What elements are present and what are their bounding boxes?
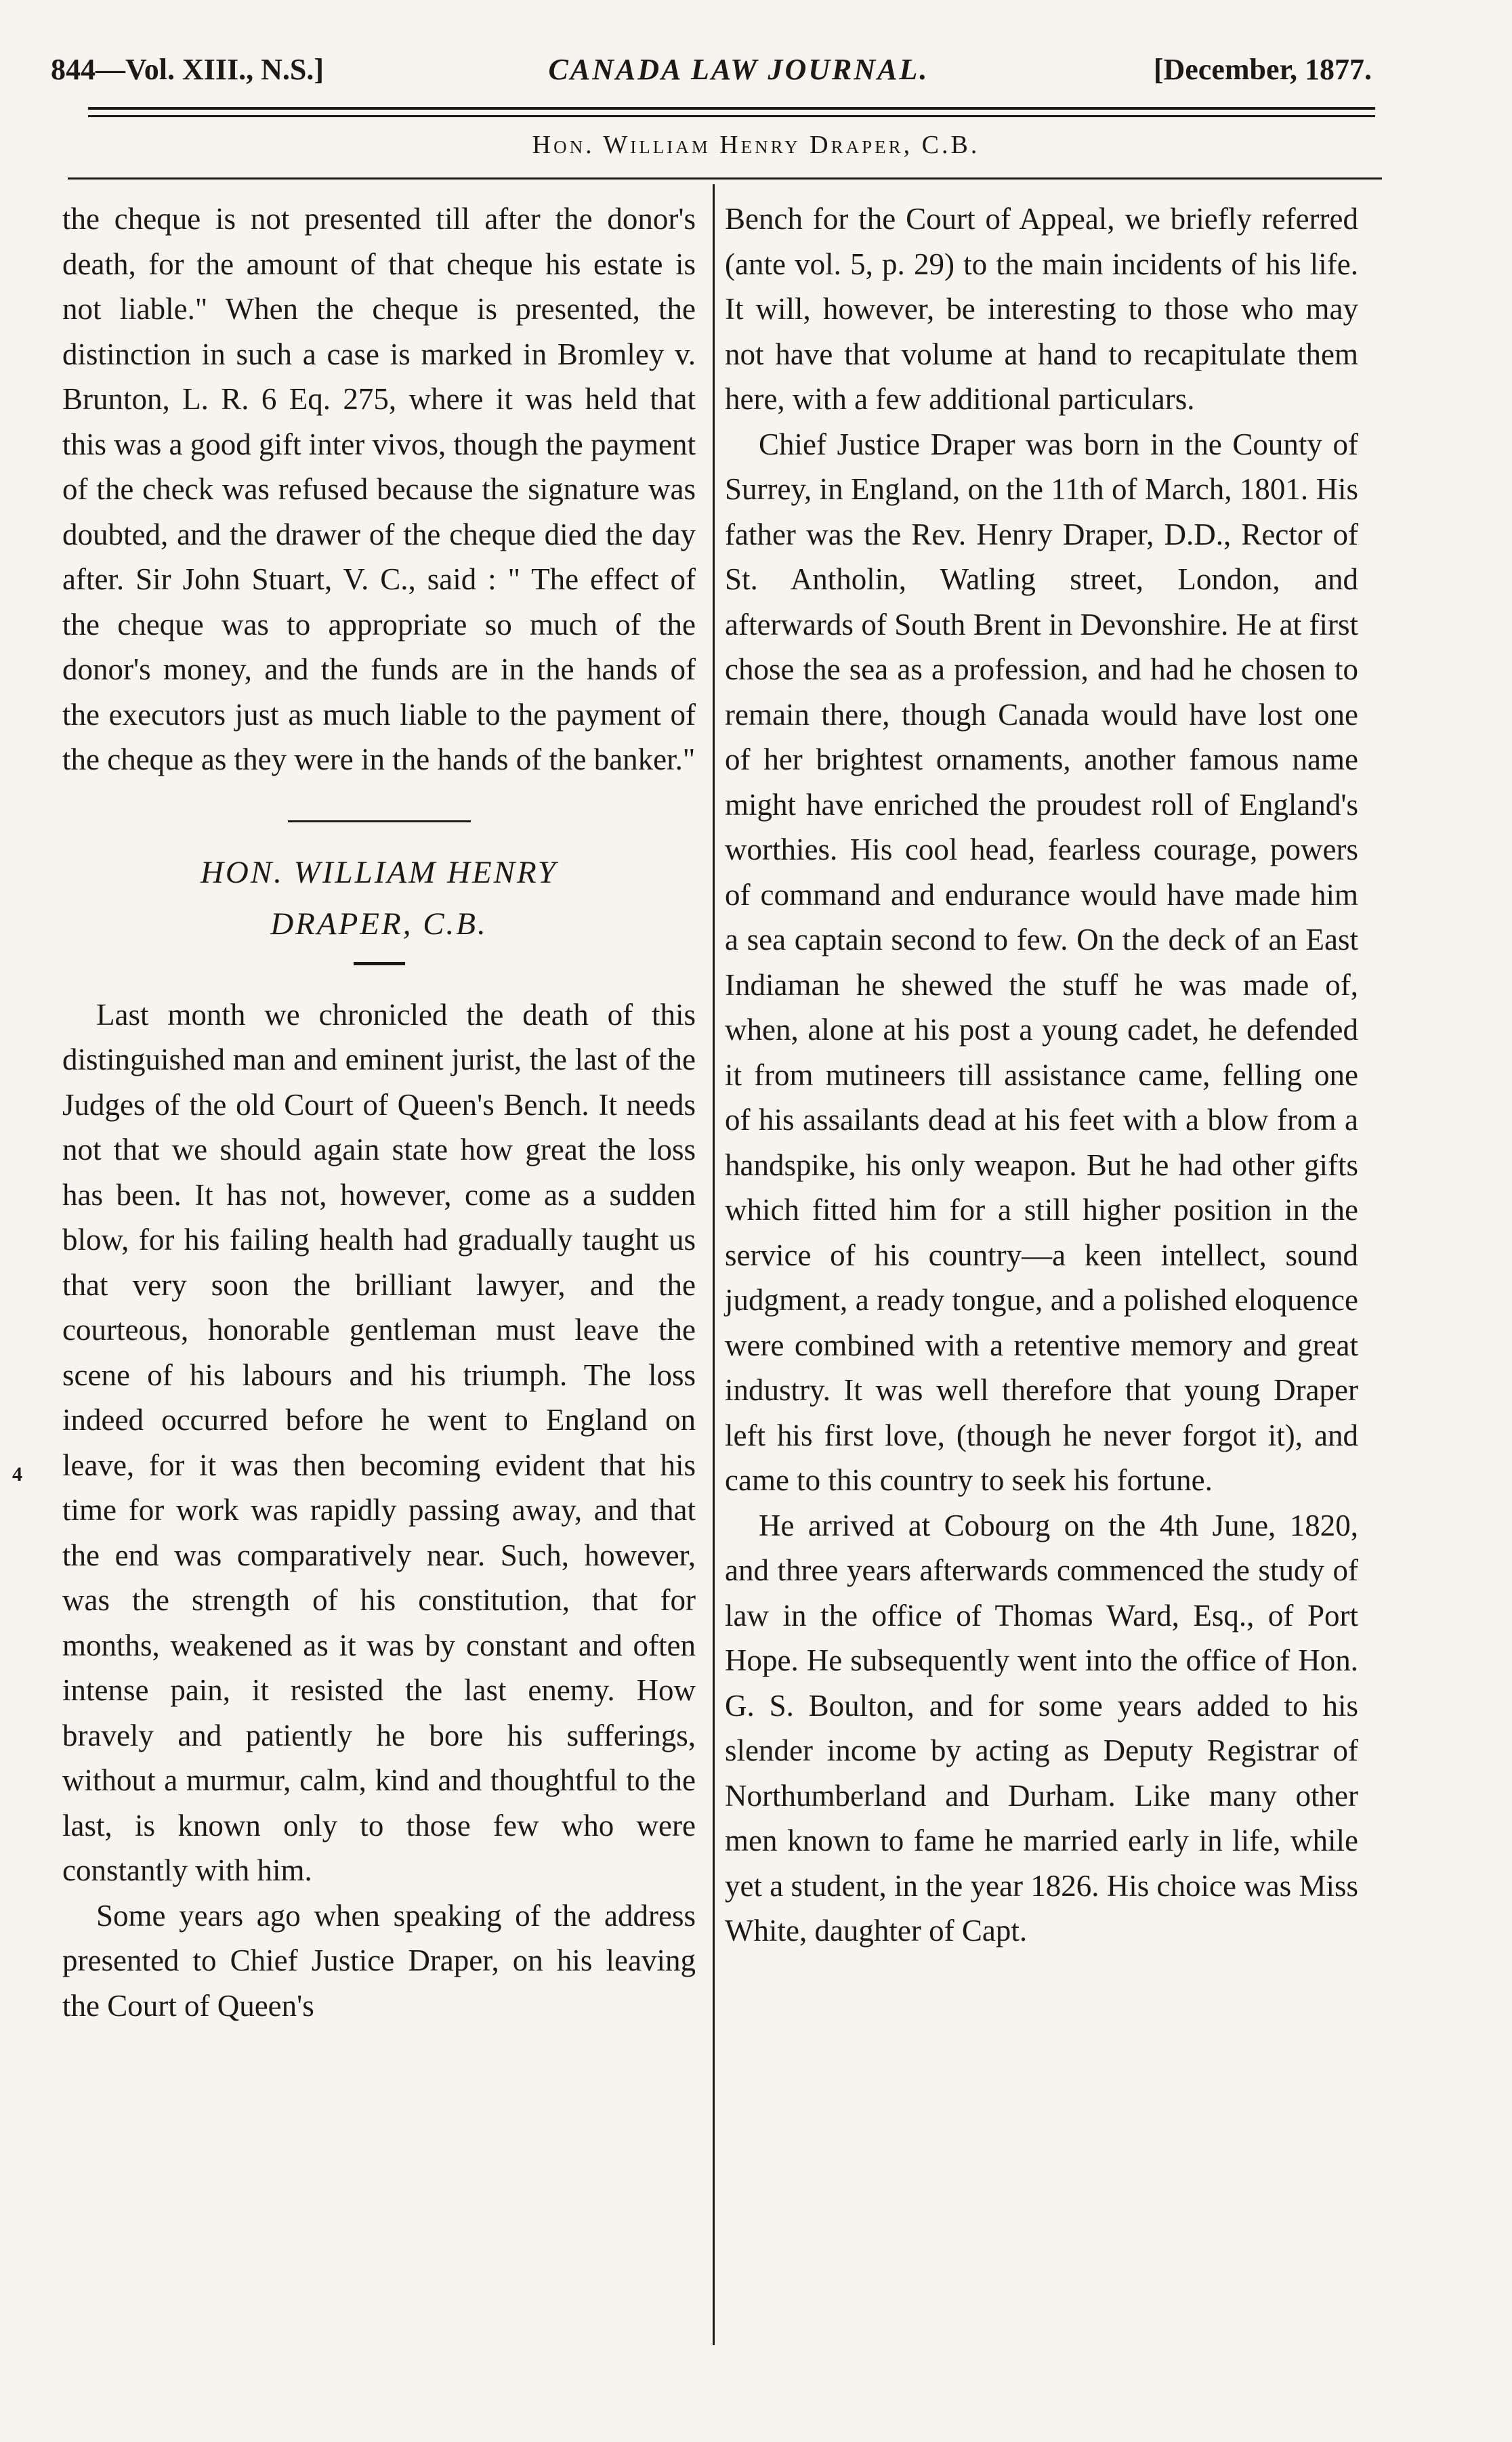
left-continuation-paragraph: the cheque is not presented till after the donor's death, for the amount of that cheque his estate is not liable." When the cheque is presented, the distinction in such a case is marked in Bromley v. Brunton, L. R. 6 Eq. 275, where it was held that this was a good gift inter vivos, though the payment of the check was refused because the signature was doubted, and the drawer of the cheque died the day after. Sir John Stuart, V. C., said : " The effect of the cheque was to appropriate so much of the donor's money, and the funds are in the hands of the executors just as much liable to the payment of the cheque as they were in the hands of the banker." [62, 202, 696, 776]
article-title-line-2: DRAPER, C.B. [270, 906, 488, 942]
left-paragraph-1: Last month we chronicled the death of this distinguished man and eminent jurist, the last of the Judges of the old Court of Queen's Bench. It needs not that we should again state how great the loss has been. It has not, however, come as a sudden blow, for his failing health had gradually taught us that very soon the brilliant lawyer, and the courteous, honorable gentleman must leave the scene of his labours and his triumph. The loss indeed occurred before he went to England on leave, for it was then becoming evident that his time for work was rapidly passing away, and that the end was comparatively near. Such, however, was the strength of his constitution, that for months, weakened as it was by constant and often intense pain, it resisted the last enemy. How bravely and patiently he bore his sufferings, without a murmur, calm, kind and thoughtful to the last, is known only to those few who were constantly with him. [62, 997, 696, 1887]
article-title-line-1: HON. WILLIAM HENRY [200, 854, 558, 890]
header-date: [December, 1877. [1153, 52, 1372, 86]
left-column [62, 196, 696, 2028]
column-divider [713, 184, 715, 2345]
right-paragraph-2: He arrived at Cobourg on the 4th June, 1820, and three years afterwards commenced the study of law in the office of Thomas Ward, Esq., of Port Hope. He subsequently went into the office of Hon. G. S. Boulton, and for some years added to his slender income by acting as Deputy Registrar of Northumberland and Durham. Like many other men known to fame he married early in life, while yet a student, in the year 1826. His choice was Miss White, daughter of Capt. [725, 1508, 1358, 1948]
header-rule-top [88, 107, 1375, 110]
right-paragraph-1: Chief Justice Draper was born in the County of Surrey, in England, on the 11th of March, 1801. His father was the Rev. Henry Draper, D.D., Rector of St. Antholin, Watling street, London, and afterwards of South Brent in Devonshire. He at first chose the sea as a profession, and had he chosen to remain there, though Canada would have lost one of her brightest ornaments, another famous name might have enriched the proudest roll of England's worthies. His cool head, fearless courage, powers of command and endurance would have made him a sea captain second to few. On the deck of an East Indiaman he shewed the stuff he was made of, when, alone at his post a young cadet, he defended it from mutineers till assistance came, felling one of his assailants dead at his feet with a blow from a handspike, his only weapon. But he had other gifts which fitted him for a still higher position in the service of his country—a keen intellect, sound judgment, a ready tongue, and a polished eloquence were combined with a retentive memory and great industry. It was well therefore that young Draper left his first love, (though he never forgot it), and came to this country to seek his fortune. [725, 427, 1358, 1497]
margin-mark: 4 [12, 1463, 22, 1486]
article-separator-rule [288, 820, 471, 822]
header-journal-title: CANADA LAW JOURNAL. [548, 52, 929, 86]
right-continuation-paragraph: Bench for the Court of Appeal, we briefly referred (ante vol. 5, p. 29) to the main incidents of his life. It will, however, be interesting to those who may not have that volume at hand to recapitulate them here, with a few additional particulars. [725, 202, 1358, 416]
section-title: Hon. William Henry Draper, C.B. [532, 131, 980, 159]
section-rule [68, 177, 1382, 180]
header-rule-bottom [88, 115, 1375, 117]
header-volume: 844—Vol. XIII., N.S.] [51, 52, 324, 86]
article-title [62, 847, 696, 950]
article-title-rule [354, 962, 405, 965]
right-column [725, 196, 1358, 1954]
left-paragraph-2: Some years ago when speaking of the address presented to Chief Justice Draper, on his leaving the Court of Queen's [62, 1898, 696, 2023]
running-header [51, 42, 1372, 96]
